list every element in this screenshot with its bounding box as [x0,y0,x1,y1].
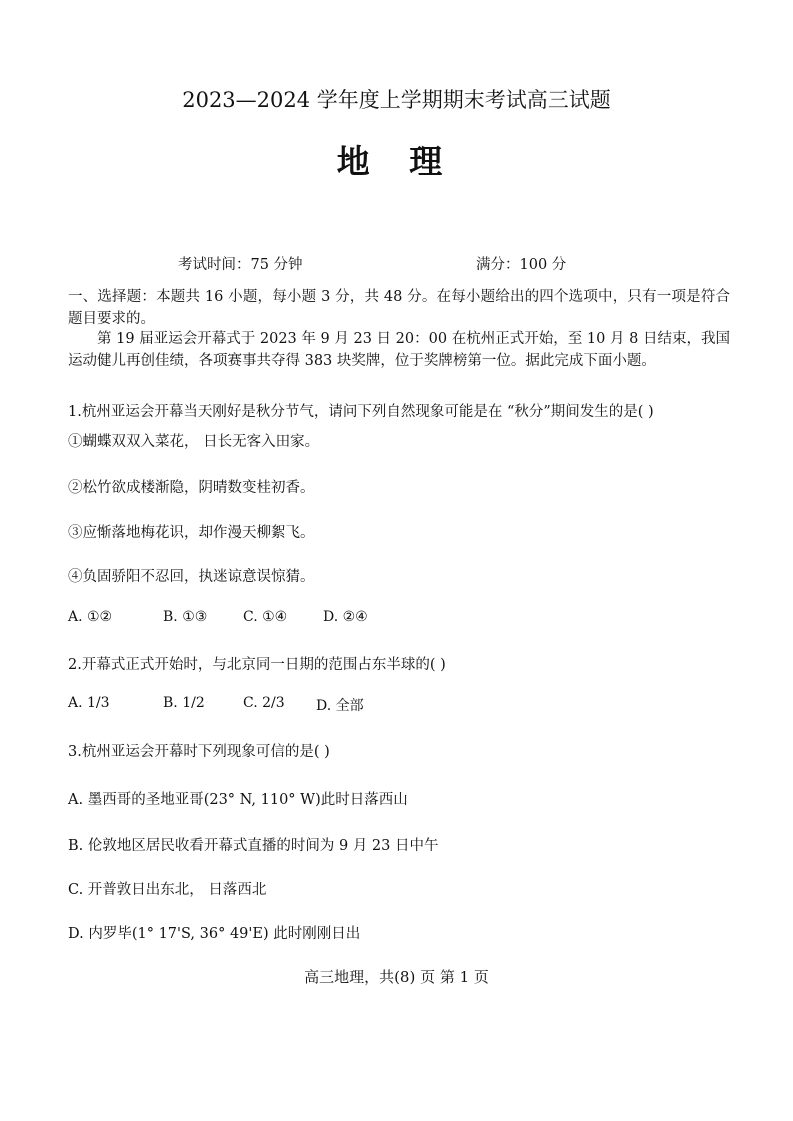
question-2-option-a: A. 1/3 [68,695,110,711]
question-3-stem: 3.杭州亚运会开幕时下列现象可信的是( ) [68,744,330,760]
question-2-option-c: C. 2/3 [243,695,285,711]
section-heading: 一、选择题：本题共 16 小题，每小题 3 分，共 48 分。在每小题给出的四个选项中，只有一项是符合题目要求的。 [68,289,730,327]
question-3-option-b: B. 伦敦地区居民收看开幕式直播的时间为 9 月 23 日中午 [68,838,439,854]
question-1-stem: 1.杭州亚运会开幕当天刚好是秋分节气，请问下列自然现象可能是在 “秋分”期间发生的是( ) [68,404,654,420]
exam-title: 2023—2024 学年度上学期期末考试高三试题 [182,88,611,112]
exam-time: 考试时间：75 分钟 [178,257,303,273]
full-score: 满分：100 分 [476,257,567,273]
question-1-option-b: B. ①③ [163,609,208,625]
question-2-option-b: B. 1/2 [163,695,205,711]
question-intro: 第 19 届亚运会开幕式于 2023 年 9 月 23 日 20：00 在杭州正式开始，至 10 月 8 日结束，我国运动健儿再创佳绩，各项赛事共夺得 383 块奖牌，位于奖牌榜第一位。据此完成下面小题。 [68,331,730,369]
subject-title: 地 理 [336,142,457,181]
question-3-option-c: C. 开普敦日出东北， 日落西北 [68,882,267,898]
question-1-option-d: D. ②④ [323,609,368,625]
question-3-option-d: D. 内罗毕(1° 17'S, 36° 49'E) 此时刚刚日出 [68,926,361,942]
question-1-item: ①蝴蝶双双入菜花， 日长无客入田家。 [68,434,320,450]
page-footer: 高三地理，共(8) 页 第 1 页 [304,968,489,986]
question-1-option-a: A. ①② [68,609,113,625]
question-2-stem: 2.开幕式正式开始时，与北京同一日期的范围占东半球的( ) [68,657,446,673]
question-1-option-c: C. ①④ [243,609,288,625]
question-2-option-d: D. 全部 [316,698,364,714]
question-1-item: ③应惭落地梅花识，却作漫天柳絮飞。 [68,525,315,541]
question-3-option-a: A. 墨西哥的圣地亚哥(23° N, 110° W)此时日落西山 [68,792,408,808]
question-1-item: ④负固骄阳不忍回，执迷谅意误惊猜。 [68,569,315,585]
question-1-item: ②松竹欲成楼渐隐，阴晴数变桂初香。 [68,480,315,496]
